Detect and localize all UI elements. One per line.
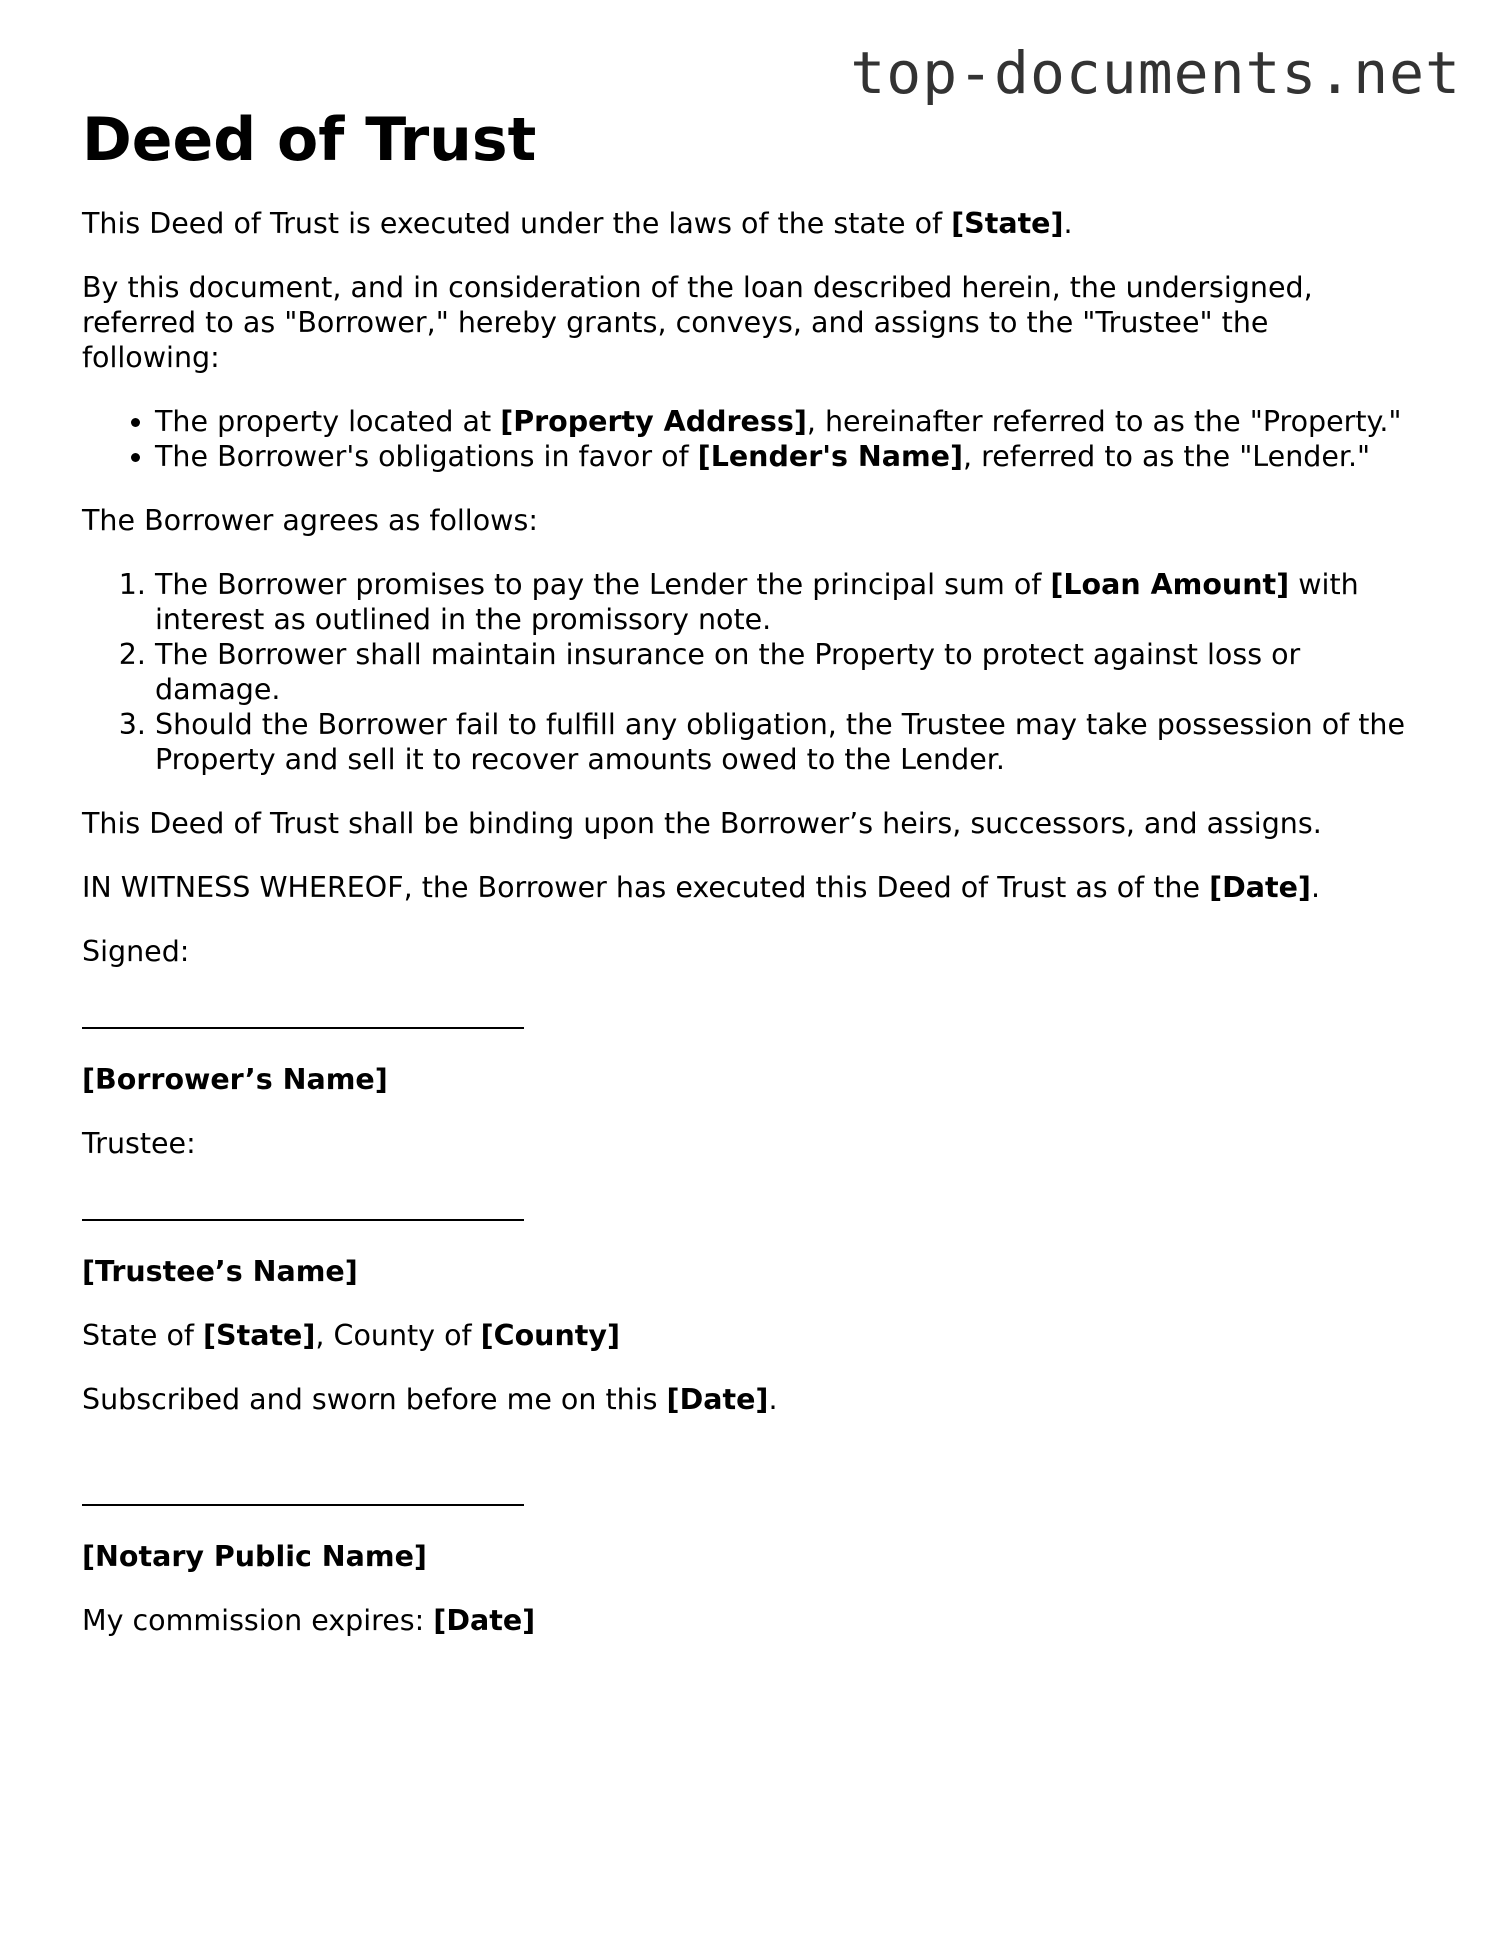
intro-end: .: [1063, 207, 1073, 240]
watermark: top-documents.net: [850, 39, 1461, 107]
term-1-end: with interest as outlined in the promissory note.: [155, 568, 1359, 636]
witness-end: .: [1310, 871, 1321, 904]
witness-date-field: [Date]: [1209, 871, 1311, 904]
signature-rule: [82, 1504, 524, 1506]
notary-signature-line: [82, 1475, 1412, 1510]
witness-paragraph: [82, 870, 1412, 905]
notary-name-text: [Notary Public Name]: [82, 1540, 427, 1573]
venue-paragraph: [82, 1318, 1412, 1353]
grant-paragraph: By this document, and in consideration of the loan described herein, the undersigned, referred to as "Borrower," hereby grants, conveys, and assigns to the "Trustee" the following:: [82, 271, 1313, 374]
trustee-signature-line: [82, 1190, 1412, 1225]
lender-name-field: [Lender's Name]: [697, 440, 964, 473]
trustee-label: Trustee:: [82, 1127, 196, 1160]
grant-list: [82, 404, 1412, 474]
venue-county-field: [County]: [480, 1319, 620, 1352]
document-title: Deed of Trust: [82, 105, 537, 175]
term-1-text: The Borrower promises to pay the Lender the principal sum of: [155, 568, 1051, 601]
notary-name-field: [82, 1539, 1412, 1574]
state-field: [State]: [951, 207, 1064, 240]
trustee-name-field: [82, 1254, 1412, 1289]
bullet-1-end: , hereinafter referred to as the "Property.": [806, 405, 1402, 438]
sworn-date-field: [Date]: [666, 1383, 769, 1416]
intro-paragraph: [82, 206, 1412, 241]
borrower-signature-line: [82, 998, 1412, 1033]
property-address-field: [Property Address]: [500, 405, 807, 438]
bullet-1-text: The property located at: [155, 405, 501, 438]
sworn-end: .: [768, 1383, 778, 1416]
sworn-paragraph: [82, 1382, 1412, 1417]
bullet-2-text: The Borrower's obligations in favor of: [155, 440, 698, 473]
list-item: 2. The Borrower shall maintain insurance on the Property to protect against loss or damage.: [155, 637, 1412, 707]
list-item: [155, 404, 1412, 439]
loan-amount-field: [Loan Amount]: [1050, 568, 1290, 601]
bullet-2-end: , referred to as the "Lender.": [963, 440, 1371, 473]
document-body: [82, 104, 1412, 1667]
list-item: [155, 439, 1412, 474]
commission-label: My commission expires:: [82, 1604, 434, 1637]
intro-text: This Deed of Trust is executed under the laws of the state of: [82, 207, 952, 240]
binding-paragraph: This Deed of Trust shall be binding upon the Borrower’s heirs, successors, and assigns.: [82, 807, 1322, 840]
agrees-paragraph: The Borrower agrees as follows:: [82, 504, 538, 537]
signed-label: Signed:: [82, 935, 190, 968]
signature-rule: [82, 1219, 524, 1221]
list-item: 3. Should the Borrower fail to fulfill any obligation, the Trustee may take possession of the Property and sell it to recover amounts owed to the Lender.: [155, 707, 1412, 777]
list-item: [155, 567, 1412, 637]
spacer: [82, 1446, 1412, 1475]
venue-state-field: [State]: [203, 1319, 316, 1352]
venue-county-label: , County of: [315, 1319, 481, 1352]
signature-rule: [82, 1027, 524, 1029]
terms-list: [82, 567, 1412, 777]
borrower-name-text: [Borrower’s Name]: [82, 1063, 388, 1096]
commission-date-field: [Date]: [433, 1604, 536, 1637]
borrower-name-field: [82, 1062, 1412, 1097]
sworn-text: Subscribed and sworn before me on this: [82, 1383, 667, 1416]
witness-text: IN WITNESS WHEREOF, the Borrower has executed this Deed of Trust as of the: [82, 871, 1210, 904]
venue-state-label: State of: [82, 1319, 204, 1352]
commission-paragraph: [82, 1603, 1412, 1638]
trustee-name-text: [Trustee’s Name]: [82, 1255, 358, 1288]
